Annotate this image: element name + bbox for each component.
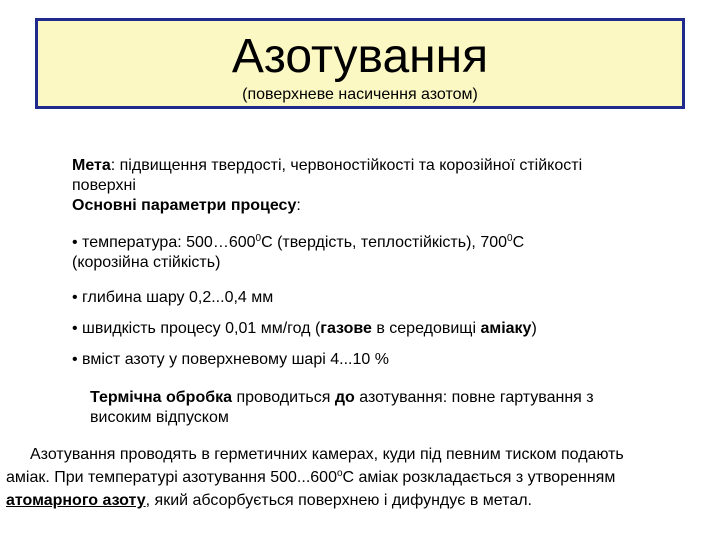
paragraph-text-rest: , який абсорбується поверхнею і дифундує в метал. xyxy=(145,492,532,509)
speed-text-c: в середовищі xyxy=(371,320,481,337)
heat-bold-2: до xyxy=(334,389,355,406)
heat-bold-1: Термічна обробка xyxy=(90,389,233,406)
paragraph-line-2 xyxy=(6,468,615,488)
speed-text-a: • швидкість процесу 0,01 мм/год ( xyxy=(72,320,321,337)
bullet-temperature-line-2: (корозійна стійкість) xyxy=(72,254,221,271)
speed-ammonia: аміаку xyxy=(480,320,532,337)
temp-sup-2: 0 xyxy=(507,233,513,244)
slide-title: Азотування xyxy=(231,30,489,83)
goal-line-2: поверхні xyxy=(72,177,136,194)
atomic-nitrogen-term: атомарного азоту xyxy=(6,492,146,509)
heat-treatment-line-2: високим відпуском xyxy=(90,409,229,426)
paragraph-text-a: аміак. При температурі азотування 500...600 xyxy=(6,469,337,486)
bullet-nitrogen: • вміст азоту у поверхневому шарі 4...10 % xyxy=(72,351,389,368)
paragraph-text-b: С аміак розкладається з утворенням xyxy=(342,469,616,486)
paragraph-line-3 xyxy=(6,491,532,511)
temp-text-c: С xyxy=(512,234,525,251)
goal-text: : підвищення твердості, червоностійкості та корозійної стійкості xyxy=(110,157,583,174)
goal-line-1 xyxy=(72,156,582,176)
temp-text-a: • температура: 500…600 xyxy=(72,234,256,251)
slide-subtitle: (поверхневе насичення азотом) xyxy=(242,86,478,103)
heat-treatment-line-1 xyxy=(90,388,594,408)
goal-label: Мета xyxy=(72,157,111,174)
bullet-speed xyxy=(72,319,537,339)
params-colon: : xyxy=(296,197,301,214)
bullet-depth: • глибина шару 0,2...0,4 мм xyxy=(72,289,274,306)
temp-text-b: С (твердість, теплостійкість), 700 xyxy=(261,234,508,251)
heat-mid: проводиться xyxy=(232,389,335,406)
params-heading: Основні параметри процесу xyxy=(72,197,297,214)
bullet-temperature xyxy=(72,233,524,253)
heat-rest: азотування: повне гартування з xyxy=(354,389,594,406)
paragraph-sup: о xyxy=(336,468,343,479)
speed-gas: газове xyxy=(320,320,372,337)
paragraph-line-1: Азотування проводять в герметичних камерах, куди під певним тиском подають xyxy=(30,446,624,463)
speed-text-e: ) xyxy=(531,320,537,337)
title-box xyxy=(35,18,685,109)
params-heading-line xyxy=(72,196,301,216)
temp-sup-1: 0 xyxy=(255,233,262,244)
